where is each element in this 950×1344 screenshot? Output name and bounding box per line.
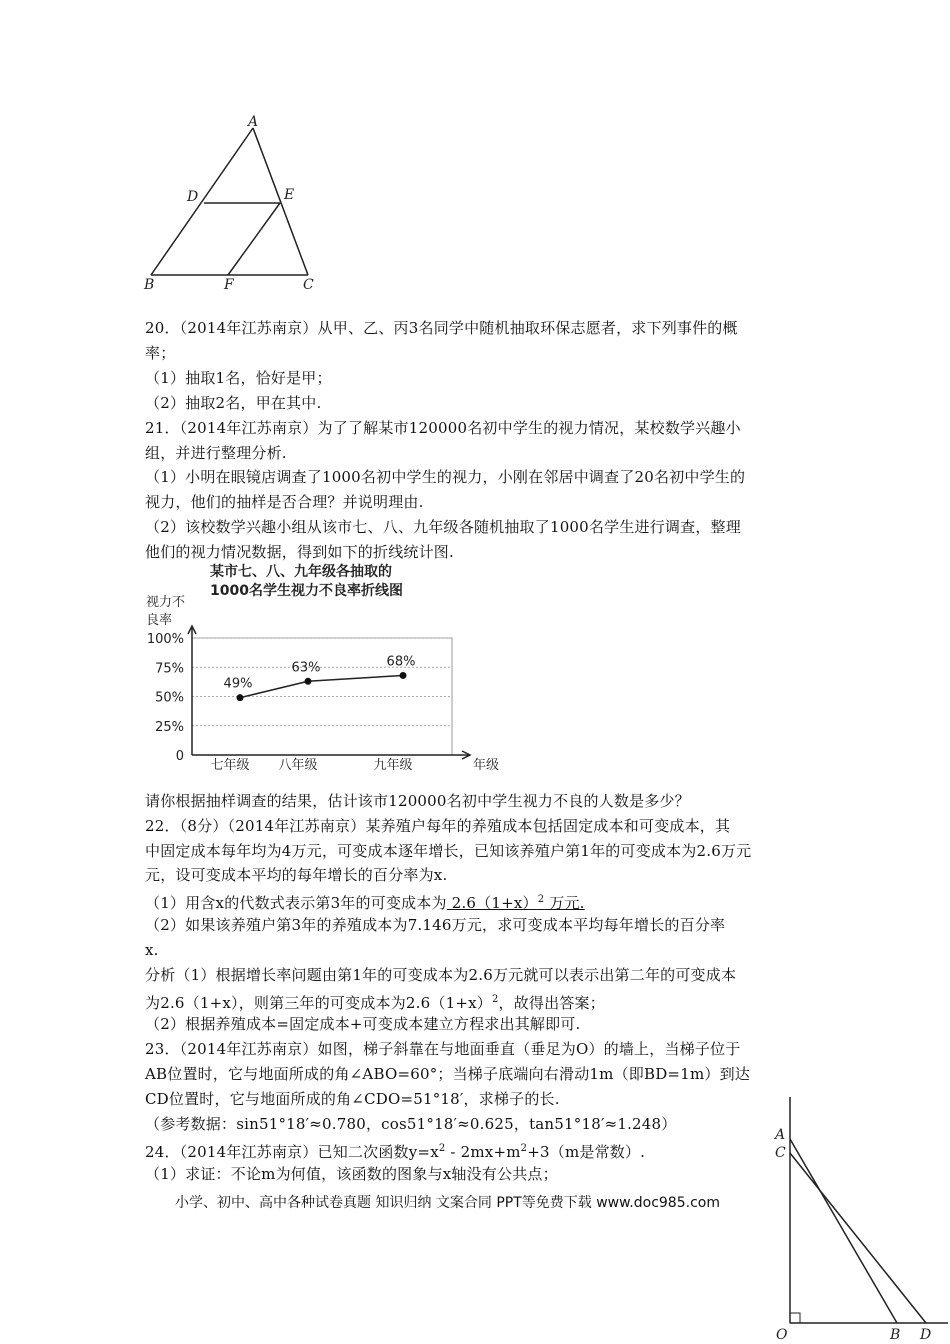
q24-line1: [145, 1139, 645, 1162]
chart-data-label: 68%: [386, 654, 416, 670]
q22-line2: 中固定成本每年均为4万元，可变成本逐年增长，已知该养殖户第1年的可变成本为2.6万元: [145, 842, 752, 860]
label-ladder-b: B: [890, 1327, 901, 1343]
q20-line4: （2）抽取2名，甲在其中.: [145, 394, 322, 412]
label-c: C: [303, 277, 314, 293]
chart-y-tick-label: 25%: [155, 719, 184, 735]
q24-line1-text: 24．（2014年江苏南京）已知二次函数y=x: [145, 1143, 439, 1161]
q23-line3: CD位置时，它与地面所成的角∠CDO=51°18′，求梯子的长.: [145, 1090, 560, 1108]
q22-answer: [447, 894, 585, 912]
label-ladder-c: C: [775, 1145, 786, 1161]
q24-line1-mid: - 2mx+m: [445, 1143, 521, 1161]
chart-subtitle: 1000名学生视力不良率折线图: [210, 583, 403, 599]
chart-data-label: 63%: [291, 660, 321, 676]
chart-y-tick-label: 75%: [155, 661, 184, 677]
q24-line2: （1）求证：不论m为何值，该函数的图象与x轴没有公共点；: [145, 1165, 558, 1183]
chart-data-point: [305, 678, 312, 685]
chart-y-tick-label: 0: [175, 749, 184, 764]
label-f: F: [224, 277, 234, 293]
q22-answer-blank: 万元.: [544, 894, 585, 912]
ladder-ab: [790, 1139, 897, 1323]
chart-data-point: [400, 672, 407, 679]
segment-ef: [228, 203, 280, 275]
q22-line8-text: 为2.6（1+x），则第三年的可变成本为2.6（1+x）: [145, 994, 492, 1012]
chart-x-tick-label: 八年级: [278, 758, 318, 773]
q21-line5: （2）该校数学兴趣小组从该市七、八、九年级各随机抽取了1000名学生进行调查，整理: [145, 518, 741, 536]
q23-line4: （参考数据：sin51°18′≈0.780，cos51°18′≈0.625，tan51°18′≈1.248）: [145, 1115, 677, 1133]
chart-ylabel-line1: 视力不: [146, 595, 186, 610]
chart-series-line: [240, 675, 403, 697]
q23-line1: 23．（2014年江苏南京）如图，梯子斜靠在与地面垂直（垂足为O）的墙上，当梯子位于: [145, 1040, 741, 1058]
label-d: D: [187, 189, 199, 205]
footer-text: 小学、初中、高中各种试卷真题 知识归纳 文案合同 PPT等免费下载 www.doc985.com: [175, 1195, 720, 1211]
chart-ylabel-line2: 良率: [146, 613, 173, 628]
ladder-cd: [790, 1153, 926, 1323]
ladder-figure: [770, 1095, 950, 1344]
right-angle-mark: [790, 1313, 800, 1323]
q22-line3: 元，设可变成本平均的每年增长的百分率为x.: [145, 866, 448, 884]
chart-data-label: 49%: [223, 676, 253, 692]
segment-ab: [151, 128, 253, 275]
q21-line7: 请你根据抽样调查的结果，估计该市120000名初中学生视力不良的人数是多少？: [145, 792, 690, 810]
q22-line5: （2）如果该养殖户第3年的养殖成本为7.146万元，求可变成本平均每年增长的百分率: [145, 916, 726, 934]
q21-line2: 组，并进行整理分析.: [145, 444, 287, 462]
segment-ac: [253, 128, 308, 275]
q22-line9: （2）根据养殖成本=固定成本+可变成本建立方程求出其解即可.: [145, 1015, 581, 1033]
q24-exponent-1: 2: [438, 1143, 446, 1154]
q22-line4: [145, 890, 585, 913]
q20-line3: （1）抽取1名，恰好是甲；: [145, 369, 332, 387]
label-a: A: [248, 114, 259, 130]
q22-line8-tail: ，故得出答案；: [498, 994, 605, 1012]
chart-data-point: [237, 694, 244, 701]
q22-answer-text: 2.6（1+x）: [446, 894, 538, 912]
label-e: E: [284, 187, 295, 203]
chart-title: 某市七、八、九年级各抽取的: [210, 564, 392, 580]
label-ladder-a: A: [775, 1127, 786, 1143]
chart-xlabel: 年级: [473, 758, 500, 773]
q20-line2: 率；: [145, 344, 176, 362]
chart-y-tick-label: 100%: [146, 632, 184, 647]
q21-line4: 视力，他们的抽样是否合理？并说明理由.: [145, 493, 424, 511]
q22-line6: x.: [145, 941, 159, 959]
chart-x-tick-label: 九年级: [373, 758, 413, 773]
q22-line4-text: （1）用含x的代数式表示第3年的可变成本为: [145, 894, 447, 912]
triangle-figure: [140, 110, 330, 295]
q22-line1: 22．（8分）（2014年江苏南京）某养殖户每年的养殖成本包括固定成本和可变成本，其: [145, 817, 731, 835]
vision-line-chart: [140, 560, 520, 780]
chart-x-tick-label: 七年级: [210, 758, 250, 773]
label-b: B: [144, 277, 155, 293]
q22-line8-exponent: 2: [491, 994, 499, 1005]
label-ladder-o: O: [776, 1327, 788, 1343]
q23-line2: AB位置时，它与地面所成的角∠ABO=60°；当梯子底端向右滑动1m（即BD=1m）到达: [145, 1065, 750, 1083]
q22-answer-exponent: 2: [537, 894, 545, 905]
q21-line1: 21．（2014年江苏南京）为了了解某市120000名初中学生的视力情况，某校数学兴趣小: [145, 419, 741, 437]
q22-line8: [145, 990, 605, 1013]
q21-line3: （1）小明在眼镜店调查了1000名初中学生的视力，小刚在邻居中调查了20名初中学生的: [145, 468, 746, 486]
chart-y-tick-label: 50%: [155, 690, 184, 706]
q21-line6: 他们的视力情况数据，得到如下的折线统计图.: [145, 543, 454, 561]
q20-line1: 20．（2014年江苏南京）从甲、乙、丙3名同学中随机抽取环保志愿者，求下列事件的概: [145, 319, 738, 337]
q22-line7: 分析（1）根据增长率问题由第1年的可变成本为2.6万元就可以表示出第二年的可变成本: [145, 966, 737, 984]
q24-exponent-2: 2: [520, 1143, 528, 1154]
q24-line1-tail: +3（m是常数）.: [527, 1143, 646, 1161]
label-ladder-d: D: [920, 1327, 932, 1343]
